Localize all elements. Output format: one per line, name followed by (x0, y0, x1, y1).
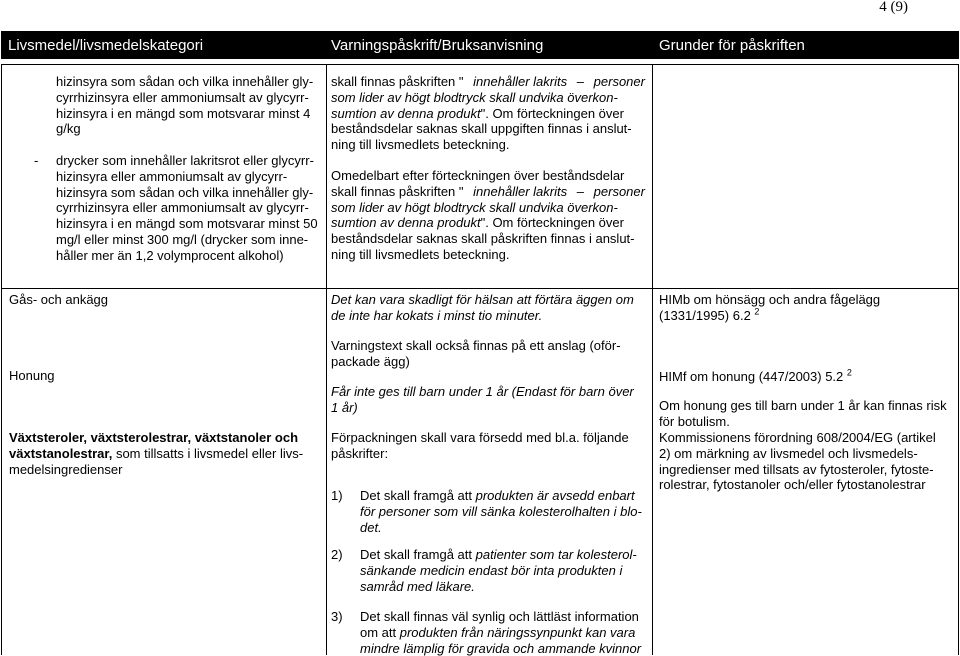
warning-italic: – (576, 74, 584, 89)
header-warning-text: Varningspåskrift/Bruksanvisning (331, 37, 544, 54)
text-span: om att (360, 624, 400, 640)
text-span: som tillsatts i livsmedel eller livs- (112, 445, 304, 461)
text-line (331, 168, 645, 184)
warning-italic: samråd med läkare. (360, 578, 475, 594)
sterol-requirement-1 (360, 488, 642, 535)
text-line (331, 90, 645, 106)
text-line: Varningstext skall också finnas på ett anslag (oför- (331, 338, 621, 353)
text-line (331, 384, 634, 400)
warning-italic: patienter som tar kolesterol- (475, 547, 637, 562)
text-line (9, 462, 303, 478)
text-line: cyrrhizinsyra eller ammoniumsalt av glycyrr- (56, 200, 309, 216)
warning-italic: Det kan vara skadligt för hälsan att förtära äggen om (331, 292, 634, 307)
text-line (360, 579, 637, 595)
list-number: 1) (331, 488, 343, 503)
text-span: (1331/1995) 6.2 (659, 307, 751, 323)
sterol-requirement-2 (360, 547, 637, 594)
header-rule (1, 64, 959, 65)
text-line (331, 247, 645, 263)
text-line (9, 430, 303, 446)
text-line: cyrrhizinsyra eller ammoniumsalt av glycyrr- (56, 89, 309, 105)
text-span: medelsingredienser (9, 461, 123, 477)
bullet-dash: - (34, 153, 39, 168)
text-line: HIMb om hönsägg och andra fågelägg (659, 292, 881, 307)
text-line (331, 106, 645, 122)
beverage-food-text (56, 153, 318, 264)
text-line (360, 641, 641, 656)
text-line: för botulism. (659, 413, 730, 429)
text-line (331, 308, 634, 324)
warning-italic: produkten är avsedd enbart (475, 488, 635, 503)
text-span: Det skall framgå att (360, 488, 476, 503)
text-line (360, 504, 642, 520)
text-line (331, 400, 634, 416)
row-divider (1, 288, 959, 289)
sterol-requirement-3 (360, 609, 641, 656)
text-line: g/kg (56, 121, 81, 137)
text-line (331, 74, 645, 90)
text-span: Det skall framgå att (360, 547, 476, 562)
honey-row-label: Honung (9, 368, 55, 383)
table-border-left (1, 64, 2, 655)
text-span: ning till livsmedlets beteckning. (331, 137, 510, 153)
header-basis: Grunder för påskriften (659, 37, 805, 54)
warning-italic: som lider av högt blodtryck skall undvika överkon- (331, 89, 618, 105)
licorice-warning-paragraph-2 (331, 168, 645, 263)
text-line (360, 547, 637, 563)
text-span: skall finnas påskriften " (331, 74, 464, 89)
sterol-intro-text (331, 430, 629, 462)
text-line: Förpackningen skall vara försedd med bl.a. följande (331, 430, 629, 445)
warning-italic: sumtion av denna produkt (331, 105, 481, 121)
honey-basis-text (659, 369, 852, 385)
column-divider-2 (652, 64, 653, 655)
text-span: HIMf om honung (447/2003) 5.2 (659, 369, 844, 384)
egg-row-label: Gås- och ankägg (9, 292, 109, 307)
text-line (331, 231, 645, 247)
warning-italic: de inte har kokats i minst tio minuter. (331, 307, 543, 323)
column-divider-1 (326, 64, 327, 655)
text-line: hizinsyra som sådan och vilka innehåller gly- (56, 184, 314, 200)
text-line (360, 563, 637, 579)
header-food-category: Livsmedel/livsmedelskategori (8, 37, 204, 54)
text-line: hizinsyra i en mängd som motsvarar minst 4 (56, 105, 311, 121)
text-line: hizinsyra eller ammoniumsalt av glycyrr- (56, 168, 288, 184)
text-line (360, 609, 641, 625)
text-line: packade ägg) (331, 353, 410, 369)
warning-italic: sumtion av denna produkt (331, 215, 481, 231)
warning-italic: Får inte ges till barn under 1 år (Endast för barn över (331, 384, 634, 399)
egg-warning-text (331, 292, 634, 324)
text-line: Kommissionens förordning 608/2004/EG (artikel (659, 430, 936, 445)
text-span: beståndsdelar saknas skall uppgiften finnas i anslut- (331, 121, 632, 137)
list-number: 3) (331, 609, 343, 624)
text-span: ". Om förteckningen över (480, 215, 624, 231)
text-line: Om honung ges till barn under 1 år kan finnas risk (659, 398, 947, 413)
egg-basis-text (659, 292, 880, 324)
text-line (360, 488, 642, 504)
list-number: 2) (331, 547, 343, 562)
licorice-warning-paragraph-1 (331, 74, 645, 153)
text-line: hizinsyra som sådan och vilka innehåller gly- (56, 74, 314, 89)
text-span: Det skall finnas väl synlig och lättläst information (360, 609, 639, 624)
warning-italic: mindre lämplig för gravida och ammande kvinnor (360, 640, 642, 656)
text-line (331, 292, 634, 308)
text-span: ning till livsmedlets beteckning. (331, 246, 510, 262)
text-line: rolestrar, fytostanoler och/eller fytostanolestrar (659, 477, 926, 493)
page-number: 4 (9) (879, 0, 908, 15)
sterol-basis-text (659, 430, 936, 493)
text-line: hizinsyra i en mängd som motsvarar minst 50 (56, 216, 318, 232)
footnote-mark: 2 (754, 306, 760, 317)
text-line: 2) om märkning av livsmedel och livsmedels- (659, 445, 918, 461)
text-line (360, 520, 642, 536)
bold-span: växtstanolestrar, (9, 445, 113, 461)
warning-italic: personer (593, 74, 645, 89)
text-line (331, 137, 645, 153)
warning-italic: produkten från näringssynpunkt kan vara (399, 624, 636, 640)
warning-italic: som lider av högt blodtryck skall undvika överkon- (331, 199, 618, 215)
honey-warning-text (331, 384, 634, 416)
warning-italic: innehåller lakrits (473, 74, 568, 89)
footnote-mark: 2 (846, 367, 852, 378)
warning-italic: – (576, 183, 584, 199)
glycyrrhizin-food-text (56, 74, 313, 137)
text-line (360, 625, 641, 641)
text-line: drycker som innehåller lakritsrot eller glycyrr- (56, 153, 314, 168)
warning-italic: personer (593, 183, 645, 199)
text-line (331, 184, 645, 200)
text-line (9, 446, 303, 462)
text-span: ". Om förteckningen över (480, 105, 624, 121)
honey-botulism-note (659, 398, 947, 430)
text-span: skall finnas påskriften " (331, 183, 464, 199)
text-line: mg/l eller minst 300 mg/l (drycker som inne- (56, 231, 309, 247)
warning-italic: för personer som vill sänka kolesterolhalten i blo- (360, 503, 642, 519)
text-line: ingredienser med tillsats av fytosteroler, fytoste- (659, 461, 934, 477)
sterol-row-label (9, 430, 303, 477)
egg-notice-text (331, 338, 621, 370)
text-line (331, 200, 645, 216)
text-line (659, 308, 880, 324)
text-span: beståndsdelar saknas skall påskriften finnas i anslut- (331, 231, 635, 247)
text-line (331, 121, 645, 137)
text-span: Omedelbart efter förteckningen över beståndsdelar (331, 168, 625, 183)
table-border-right (958, 64, 959, 655)
warning-italic: sänkande medicin endast bör inta produkten i (360, 562, 623, 578)
text-line: håller mer än 1,2 volymprocent alkohol) (56, 247, 284, 263)
text-line: påskrifter: (331, 445, 389, 461)
bold-span: Växtsteroler, växtsterolestrar, växtstanoler och (9, 430, 299, 445)
warning-italic: innehåller lakrits (473, 183, 568, 199)
warning-italic: det. (360, 519, 382, 535)
warning-italic: 1 år) (331, 399, 358, 415)
text-line (331, 215, 645, 231)
